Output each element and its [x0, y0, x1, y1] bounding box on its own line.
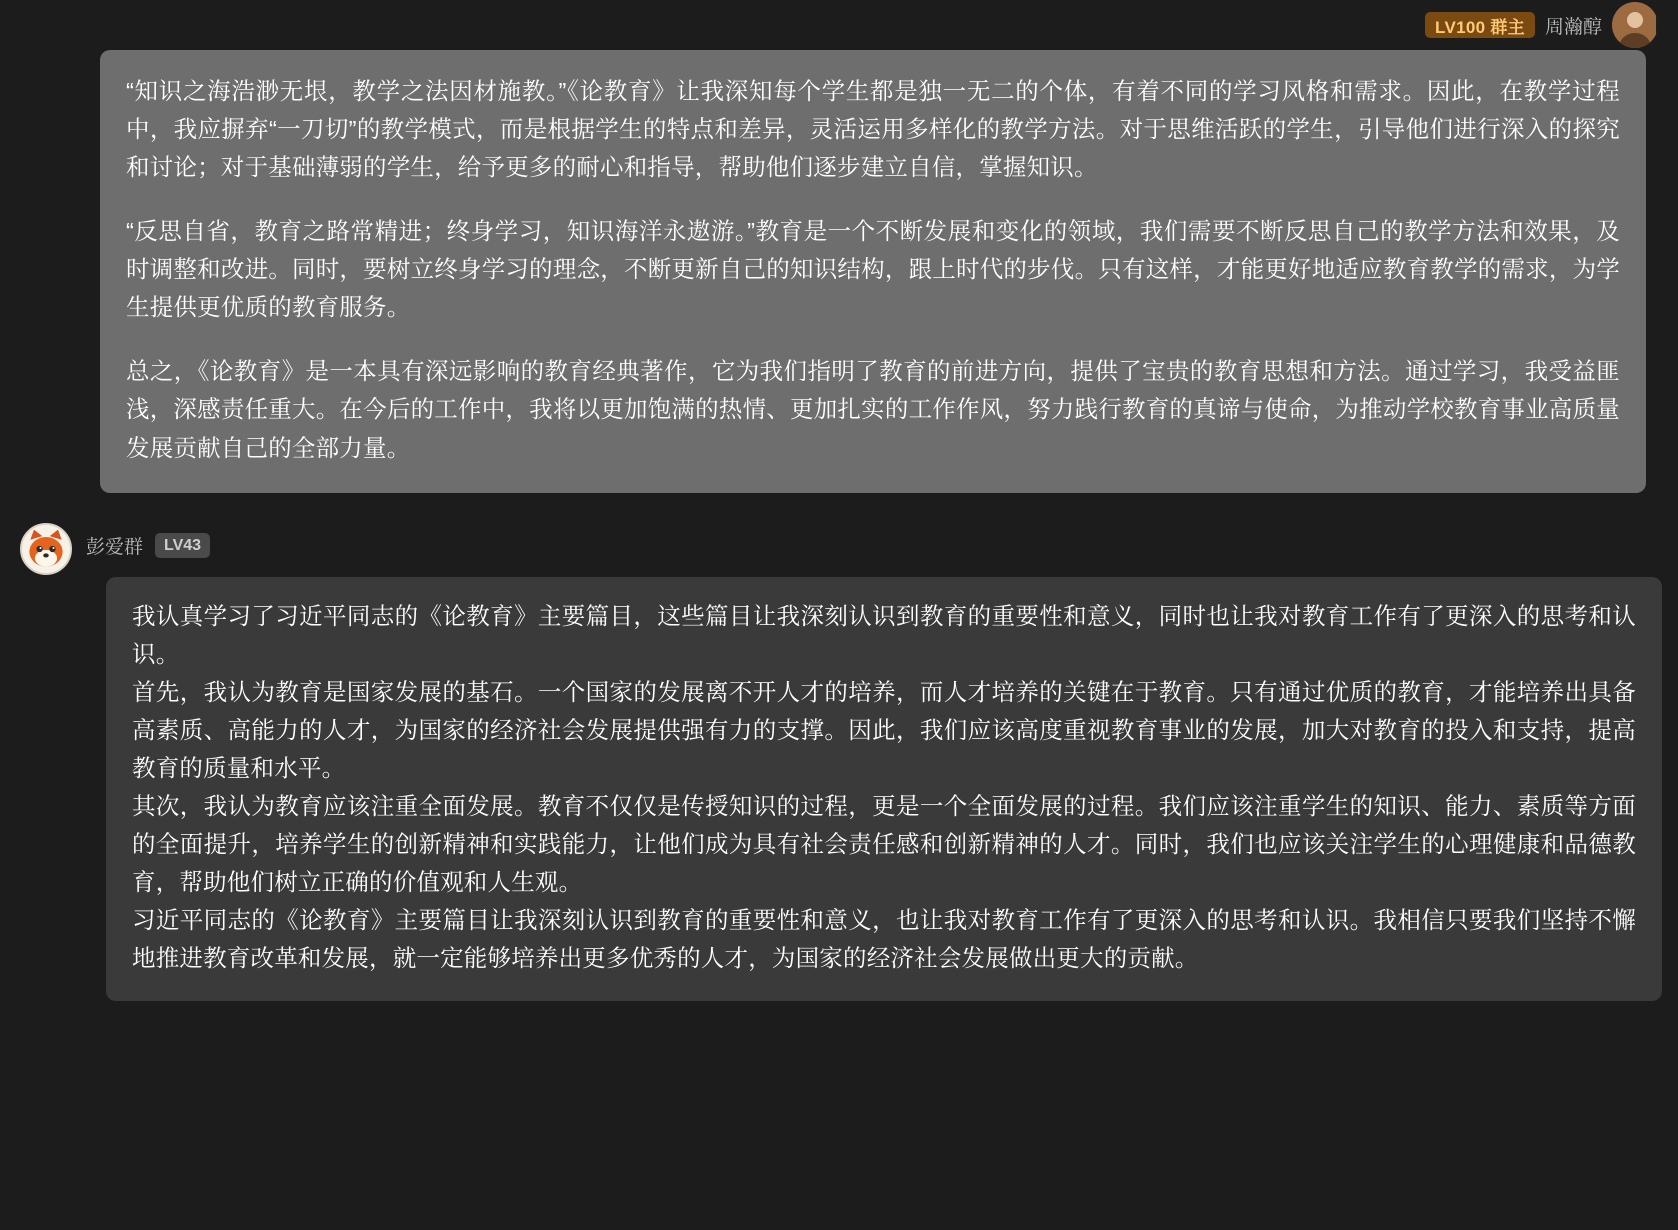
user-avatar-icon — [1612, 2, 1658, 48]
avatar-outgoing[interactable] — [1612, 2, 1658, 48]
message-header-outgoing — [0, 0, 1662, 50]
message-paragraph: “反思自省，教育之路常精进；终身学习，知识海洋永遨游。”教育是一个不断发展和变化的领域，我们需要不断反思自己的教学方法和效果，及时调整和改进。同时，要树立终身学习的理念，不断更新自己的知识结构，跟上时代的步伐。只有这样，才能更好地适应教育教学的需求，为学生提供更优质的教育服务。 — [126, 218, 1620, 321]
message-bubble-incoming[interactable] — [106, 577, 1662, 1002]
status-badge-group-owner: LV100 群主 — [1425, 12, 1535, 38]
fox-avatar-icon — [22, 525, 70, 573]
message-outgoing — [0, 0, 1678, 493]
message-bubble-outgoing[interactable] — [100, 50, 1646, 493]
status-badge-level: LV43 — [155, 533, 210, 558]
message-paragraph: “知识之海浩渺无垠，教学之法因材施教。”《论教育》让我深知每个学生都是独一无二的个体，有着不同的学习风格和需求。因此，在教学过程中，我应摒弃“一刀切”的教学模式，而是根据学生的特点和差异，灵活运用多样化的教学方法。对于思维活跃的学生，引导他们进行深入的探究和讨论；对于基础薄弱的学生，给予更多的耐心和指导，帮助他们逐步建立自信，掌握知识。 — [126, 78, 1620, 181]
message-paragraph: 习近平同志的《论教育》主要篇目让我深刻认识到教育的重要性和意义，也让我对教育工作有了更深入的思考和认识。我相信只要我们坚持不懈地推进教育改革和发展，就一定能够培养出更多优秀的人才，为国家的经济社会发展做出更大的贡献。 — [132, 907, 1636, 972]
message-paragraph: 首先，我认为教育是国家发展的基石。一个国家的发展离不开人才的培养，而人才培养的关键在于教育。只有通过优质的教育，才能培养出具备高素质、高能力的人才，为国家的经济社会发展提供强有力的支撑。因此，我们应该高度重视教育事业的发展，加大对教育的投入和支持，提高教育的质量和水平。 — [132, 678, 1636, 781]
message-incoming — [0, 523, 1678, 1002]
message-paragraph: 总之，《论教育》是一本具有深远影响的教育经典著作，它为我们指明了教育的前进方向，提供了宝贵的教育思想和方法。通过学习，我受益匪浅，深感责任重大。在今后的工作中，我将以更加饱满的热情、更加扎实的工作作风，努力践行教育的真谛与使命，为推动学校教育事业高质量发展贡献自己的全部力量。 — [126, 358, 1620, 461]
message-paragraph: 我认真学习了习近平同志的《论教育》主要篇目，这些篇目让我深刻认识到教育的重要性和意义，同时也让我对教育工作有了更深入的思考和认识。 — [132, 602, 1636, 667]
avatar-incoming[interactable] — [20, 523, 72, 575]
username-outgoing: 周瀚醇 — [1544, 16, 1602, 38]
username-incoming: 彭爱群 — [86, 537, 144, 559]
message-header-incoming — [20, 523, 1678, 569]
avatar-clip — [1656, 2, 1658, 48]
message-paragraph: 其次，我认为教育应该注重全面发展。教育不仅仅是传授知识的过程，更是一个全面发展的过程。我们应该注重学生的知识、能力、素质等方面的全面提升，培养学生的创新精神和实践能力，让他们成为具有社会责任感和创新精神的人才。同时，我们也应该关注学生的心理健康和品德教育，帮助他们树立正确的价值观和人生观。 — [132, 792, 1636, 895]
